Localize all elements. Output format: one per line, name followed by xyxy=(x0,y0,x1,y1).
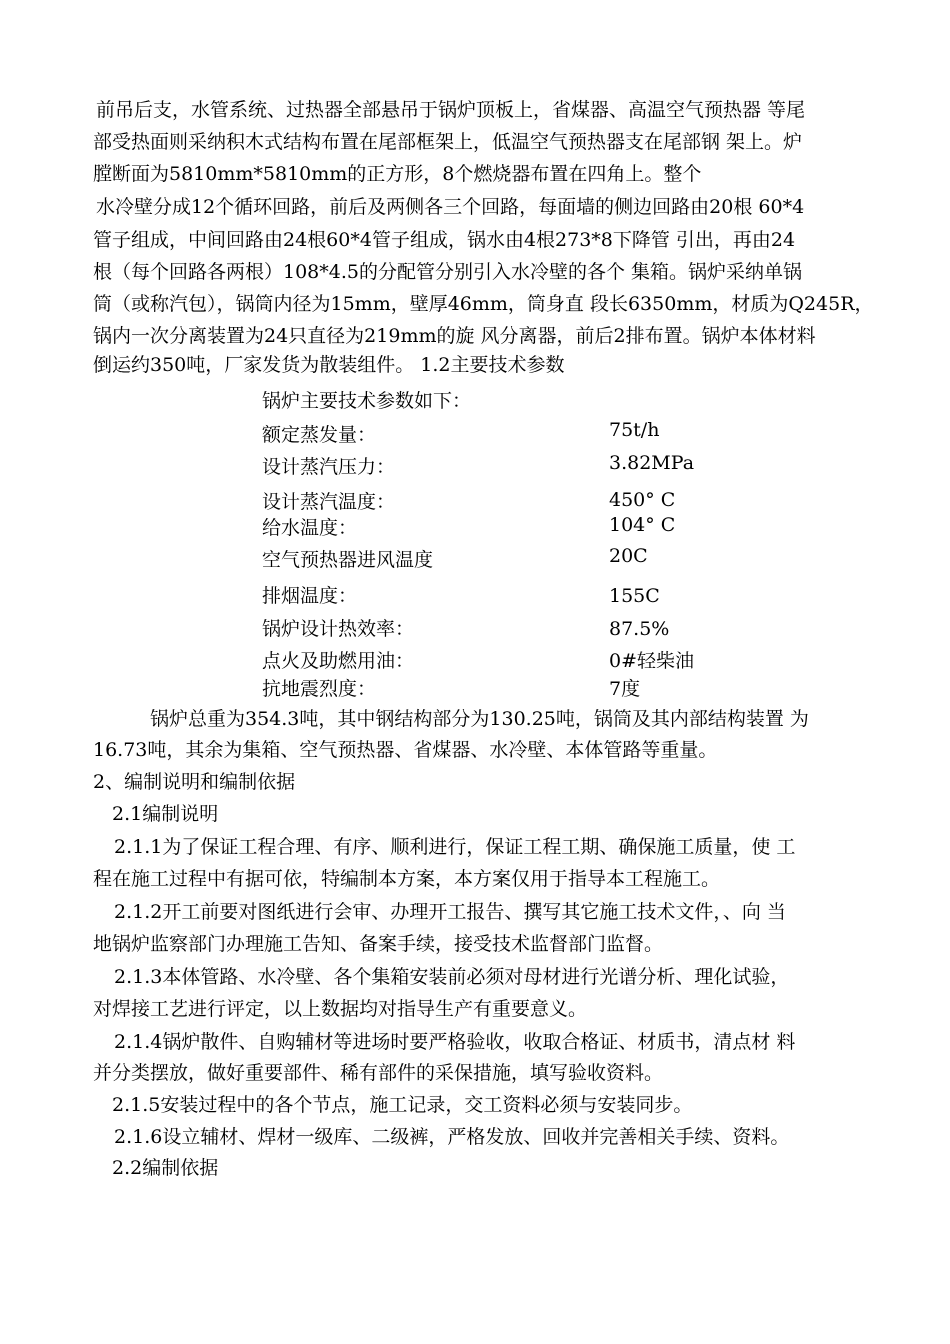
param-value: 104° C xyxy=(609,514,676,536)
weight-line: 锅炉总重为354.3吨，其中钢结构部分为130.25吨，锅筒及其内部结构装置 为 xyxy=(150,708,809,730)
param-label: 设计蒸汽温度： xyxy=(262,491,396,513)
param-value: 0#轻柴油 xyxy=(609,650,695,672)
clause-line: 并分类摆放，做好重要部件、稀有部件的采保措施，填写验收资料。 xyxy=(93,1062,664,1084)
intro-line: 膛断面为5810mm*5810mm的正方形，8个燃烧器布置在四角上。整个 xyxy=(93,163,702,185)
intro-line: 管子组成，中间回路由24根60*4管子组成，锅水由4根273*8下降管 引出，再由24 xyxy=(93,229,796,251)
param-label: 排烟温度： xyxy=(262,585,358,607)
clause-line: 地锅炉监察部门办理施工告知、备案手续，接受技术监督部门监督。 xyxy=(93,933,664,955)
param-value: 20C xyxy=(609,545,648,567)
clause-line: 2.1.2开工前要对图纸进行会审、办理开工报告、撰写其它施工技术文件，、向 当 xyxy=(114,901,786,923)
weight-line: 16.73吨，其余为集箱、空气预热器、省煤器、水冷壁、本体管路等重量。 xyxy=(93,739,718,761)
param-label: 点火及助燃用油： xyxy=(262,650,415,672)
param-label: 空气预热器进风温度 xyxy=(262,549,434,571)
intro-line: 锅内一次分离装置为24只直径为219mm的旋 风分离器，前后2排布置。锅炉本体材料 xyxy=(93,325,816,347)
params-heading: 锅炉主要技术参数如下： xyxy=(262,390,472,412)
clause-line: 程在施工过程中有据可依，特编制本方案，本方案仅用于指导本工程施工。 xyxy=(93,868,721,890)
clause-line: 2.1.4锅炉散件、自购辅材等进场时要严格验收，收取合格证、材质书，清点材 料 xyxy=(114,1031,796,1053)
intro-line: 水冷壁分成12个循环回路，前后及两侧各三个回路，每面墙的侧边回路由20根 60*4 xyxy=(96,196,805,218)
param-label: 锅炉设计热效率： xyxy=(262,618,415,640)
param-value: 155C xyxy=(609,585,660,607)
param-label: 额定蒸发量： xyxy=(262,424,377,446)
clause-line: 对焊接工艺进行评定，以上数据均对指导生产有重要意义。 xyxy=(93,998,588,1020)
subsection-title: 2.1编制说明 xyxy=(112,803,219,825)
intro-line: 部受热面则采纳积木式结构布置在尾部框架上，低温空气预热器支在尾部钢 架上。炉 xyxy=(93,131,803,153)
intro-line: 筒（或称汽包），锅筒内径为15mm，壁厚46mm，筒身直 段长6350mm，材质为Q245R， xyxy=(93,293,874,315)
param-value: 87.5% xyxy=(609,618,670,640)
intro-line: 前吊后支，水管系统、过热器全部悬吊于锅炉顶板上，省煤器、高温空气预热器 等尾 xyxy=(96,99,806,121)
clause-line: 2.1.3本体管路、水冷壁、各个集箱安装前必须对母材进行光谱分析、理化试验， xyxy=(114,966,790,988)
param-label: 给水温度： xyxy=(262,517,358,539)
param-value: 7度 xyxy=(609,678,641,700)
param-value: 450° C xyxy=(609,489,676,511)
param-label: 抗地震烈度： xyxy=(262,678,377,700)
param-value: 3.82MPa xyxy=(609,452,695,474)
param-label: 设计蒸汽压力： xyxy=(262,456,396,478)
clause-line: 2.1.1为了保证工程合理、有序、顺利进行，保证工程工期、确保施工质量，使 工 xyxy=(114,836,796,858)
intro-line: 倒运约350吨，厂家发货为散装组件。 1.2主要技术参数 xyxy=(93,354,565,376)
clause-line: 2.1.6设立辅材、焊材一级库、二级裤，严格发放、回收并完善相关手续、资料。 xyxy=(114,1126,790,1148)
section-title: 2、编制说明和编制依据 xyxy=(93,771,296,793)
param-value: 75t/h xyxy=(609,419,660,441)
clause-line: 2.1.5安装过程中的各个节点，施工记录，交工资料必须与安装同步。 xyxy=(112,1094,693,1116)
subsection-title: 2.2编制依据 xyxy=(112,1157,219,1179)
intro-line: 根（每个回路各两根）108*4.5的分配管分别引入水冷壁的各个 集箱。锅炉采纳单锅 xyxy=(93,261,803,283)
